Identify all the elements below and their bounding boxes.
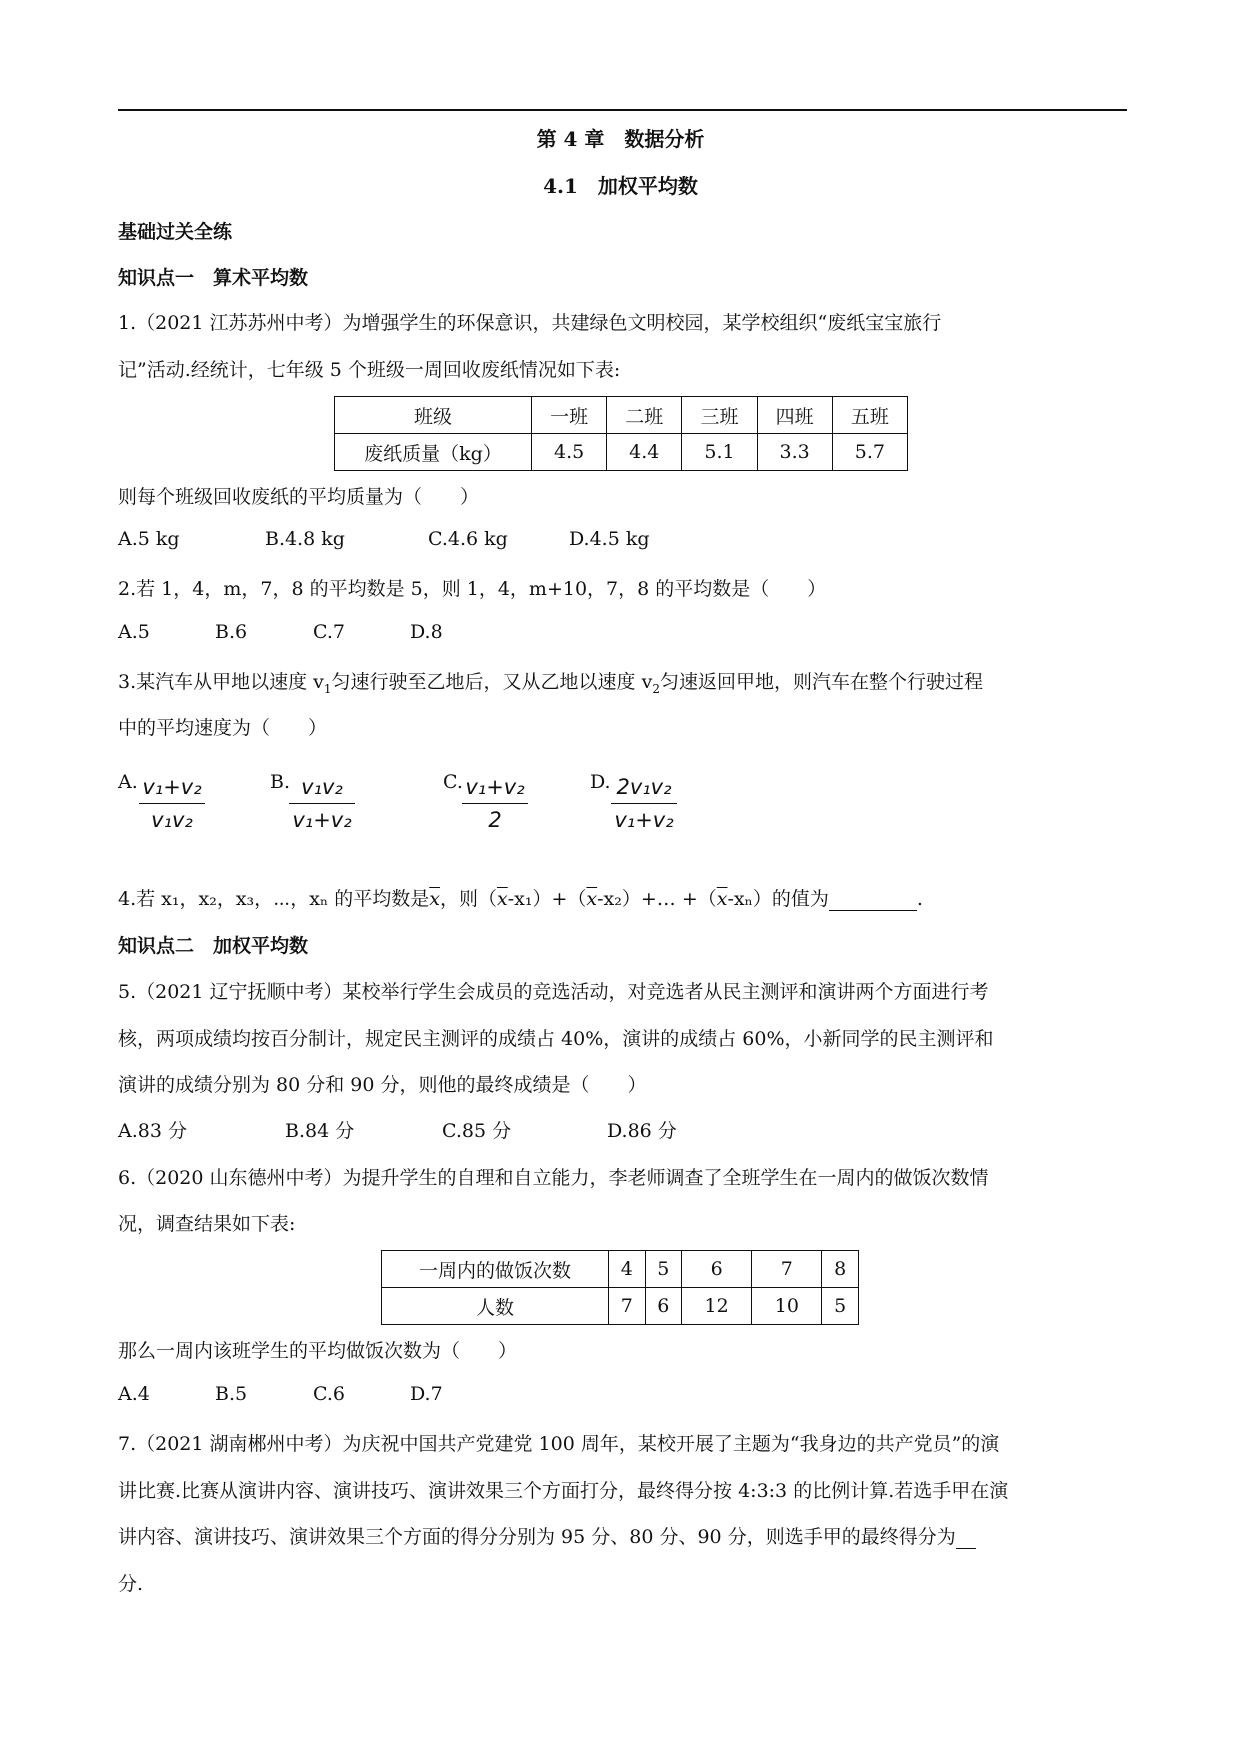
table-cell: 6 xyxy=(645,1288,682,1325)
q4-text-f: . xyxy=(916,888,923,910)
q1-option-c: C.4.6 kg xyxy=(428,528,508,550)
fraction-denominator: v₁+v₂ xyxy=(292,808,352,832)
table-cell: 12 xyxy=(682,1288,752,1325)
fraction-denominator: v₁+v₂ xyxy=(614,808,674,832)
q6-option-d: D.7 xyxy=(410,1383,443,1405)
x-bar-symbol: $\overline{x}$ xyxy=(716,888,728,910)
q1-question: 则每个班级回收废纸的平均质量为（ ） xyxy=(118,486,480,508)
q7-line2: 讲比赛.比赛从演讲内容、演讲技巧、演讲效果三个方面打分，最终得分按 4:3:3 的比例计算.若选手甲在演 xyxy=(118,1480,1009,1502)
q4-text-d: -x₂）+… +（ xyxy=(597,888,717,910)
table-cell: 人数 xyxy=(382,1288,609,1325)
q6-line2: 况，调查结果如下表: xyxy=(118,1213,296,1235)
q4-text-c: -x₁）+（ xyxy=(507,888,587,910)
q7-line3-text: 讲内容、演讲技巧、演讲效果三个方面的得分分别为 95 分、80 分、90 分，则选手甲的最终得分为 xyxy=(118,1526,956,1548)
q5-line1: 5.（2021 辽宁抚顺中考）某校举行学生会成员的竞选活动，对竞选者从民主测评和演讲两个方面进行考 xyxy=(118,981,989,1003)
cooking-table xyxy=(381,1250,859,1325)
q1-option-d: D.4.5 kg xyxy=(569,528,650,550)
section-title: 4.1 加权平均数 xyxy=(543,174,698,198)
table-cell: 5.1 xyxy=(682,434,757,471)
table-cell: 7 xyxy=(609,1288,646,1325)
table-cell: 5 xyxy=(645,1251,682,1288)
q3-line1 xyxy=(118,667,983,696)
table-cell: 5 xyxy=(822,1288,859,1325)
q3-text-a: 3.某汽车从甲地以速度 v xyxy=(118,671,324,693)
x-bar-symbol: $\overline{x}$ xyxy=(586,888,598,910)
table-cell: 五班 xyxy=(832,397,907,434)
table-cell: 4.5 xyxy=(532,434,607,471)
q4-text-e: -xₙ）的值为 xyxy=(727,888,829,910)
fraction-denominator: v₁v₂ xyxy=(151,808,193,832)
answer-blank xyxy=(956,1526,976,1549)
q2-option-d: D.8 xyxy=(410,621,443,643)
table-cell: 三班 xyxy=(682,397,757,434)
q5-line3: 演讲的成绩分别为 80 分和 90 分，则他的最终成绩是（ ） xyxy=(118,1074,647,1096)
waste-paper-table xyxy=(334,396,908,471)
table-cell: 班级 xyxy=(335,397,532,434)
q7-line1: 7.（2021 湖南郴州中考）为庆祝中国共产党建党 100 周年，某校开展了主题为“我身边的共产党员”的演 xyxy=(118,1433,1000,1455)
table-cell: 7 xyxy=(752,1251,822,1288)
q4-text-b: ，则（ xyxy=(439,888,497,910)
q2-option-c: C.7 xyxy=(313,621,345,643)
q4-text xyxy=(118,884,923,911)
q2-text: 2.若 1，4，m，7，8 的平均数是 5，则 1，4，m+10，7，8 的平均数是（ ） xyxy=(118,578,827,600)
q7-line3 xyxy=(118,1522,976,1549)
fraction-denominator: 2 xyxy=(488,808,502,832)
table-row xyxy=(335,434,908,471)
q3-option-b-label: B. xyxy=(270,771,291,793)
q6-option-c: C.6 xyxy=(313,1383,345,1405)
table-header-row xyxy=(335,397,908,434)
table-cell: 3.3 xyxy=(757,434,832,471)
q3-option-d-label: D. xyxy=(590,771,611,793)
table-cell: 4 xyxy=(609,1251,646,1288)
table-cell: 一班 xyxy=(532,397,607,434)
fraction-numerator: v₁v₂ xyxy=(301,775,343,799)
fraction-numerator: 2v₁v₂ xyxy=(616,775,672,799)
q6-line1: 6.（2020 山东德州中考）为提升学生的自理和自立能力，李老师调查了全班学生在一周内的做饭次数情 xyxy=(118,1167,989,1189)
x-bar-symbol: $\overline{x}$ xyxy=(429,888,440,910)
q1-line1: 1.（2021 江苏苏州中考）为增强学生的环保意识，共建绿色文明校园，某学校组织“废纸宝宝旅行 xyxy=(118,312,942,334)
answer-blank xyxy=(829,888,917,911)
fraction-bar xyxy=(289,803,355,804)
fraction-bar xyxy=(611,803,677,804)
table-cell: 一周内的做饭次数 xyxy=(382,1251,609,1288)
knowledge-point-1: 知识点一 算术平均数 xyxy=(118,267,309,289)
q1-option-b: B.4.8 kg xyxy=(265,528,345,550)
q3-option-a-fraction xyxy=(139,774,205,833)
table-row xyxy=(382,1288,859,1325)
chapter-title: 第 4 章 数据分析 xyxy=(536,127,705,151)
q2-option-a: A.5 xyxy=(118,621,150,643)
table-cell: 二班 xyxy=(607,397,682,434)
table-cell: 四班 xyxy=(757,397,832,434)
q1-option-a: A.5 kg xyxy=(118,528,180,550)
q3-sub-2: 2 xyxy=(652,681,660,696)
table-cell: 废纸质量（kg） xyxy=(335,434,532,471)
q6-option-b: B.5 xyxy=(215,1383,248,1405)
q4-text-a: 4.若 x₁，x₂，x₃，⋯，xₙ 的平均数是 xyxy=(118,888,430,910)
x-bar-symbol: $\overline{x}$ xyxy=(496,888,508,910)
table-cell: 5.7 xyxy=(832,434,907,471)
q5-option-d: D.86 分 xyxy=(607,1120,677,1142)
table-cell: 4.4 xyxy=(607,434,682,471)
table-cell: 10 xyxy=(752,1288,822,1325)
q5-option-c: C.85 分 xyxy=(442,1120,512,1142)
q3-text-c: 匀速返回甲地，则汽车在整个行驶过程 xyxy=(659,671,983,693)
q2-option-b: B.6 xyxy=(215,621,248,643)
header-rule xyxy=(118,109,1127,111)
q3-option-b-fraction xyxy=(289,774,355,833)
fraction-bar xyxy=(462,803,528,804)
table-cell: 8 xyxy=(822,1251,859,1288)
knowledge-point-2: 知识点二 加权平均数 xyxy=(118,935,309,957)
fraction-numerator: v₁+v₂ xyxy=(465,775,525,799)
practice-heading: 基础过关全练 xyxy=(118,221,233,243)
table-cell: 6 xyxy=(682,1251,752,1288)
q7-line4: 分. xyxy=(118,1573,144,1595)
fraction-bar xyxy=(139,803,205,804)
q3-option-c-fraction xyxy=(462,774,528,833)
q3-option-c-label: C. xyxy=(443,771,463,793)
q3-text-b: 匀速行驶至乙地后，又从乙地以速度 v xyxy=(331,671,653,693)
q6-question: 那么一周内该班学生的平均做饭次数为（ ） xyxy=(118,1340,518,1362)
q5-line2: 核，两项成绩均按百分制计，规定民主测评的成绩占 40%，演讲的成绩占 60%，小新同学的民主测评和 xyxy=(118,1028,994,1050)
q3-option-d-fraction xyxy=(611,774,677,833)
q1-line2: 记”活动.经统计，七年级 5 个班级一周回收废纸情况如下表: xyxy=(118,359,621,381)
q3-sub-1: 1 xyxy=(323,681,332,696)
q6-option-a: A.4 xyxy=(118,1383,150,1405)
q3-option-a-label: A. xyxy=(118,771,138,793)
table-header-row xyxy=(382,1251,859,1288)
q5-option-b: B.84 分 xyxy=(285,1120,355,1142)
fraction-numerator: v₁+v₂ xyxy=(142,775,202,799)
q5-option-a: A.83 分 xyxy=(118,1120,187,1142)
q3-line2: 中的平均速度为（ ） xyxy=(118,717,328,739)
